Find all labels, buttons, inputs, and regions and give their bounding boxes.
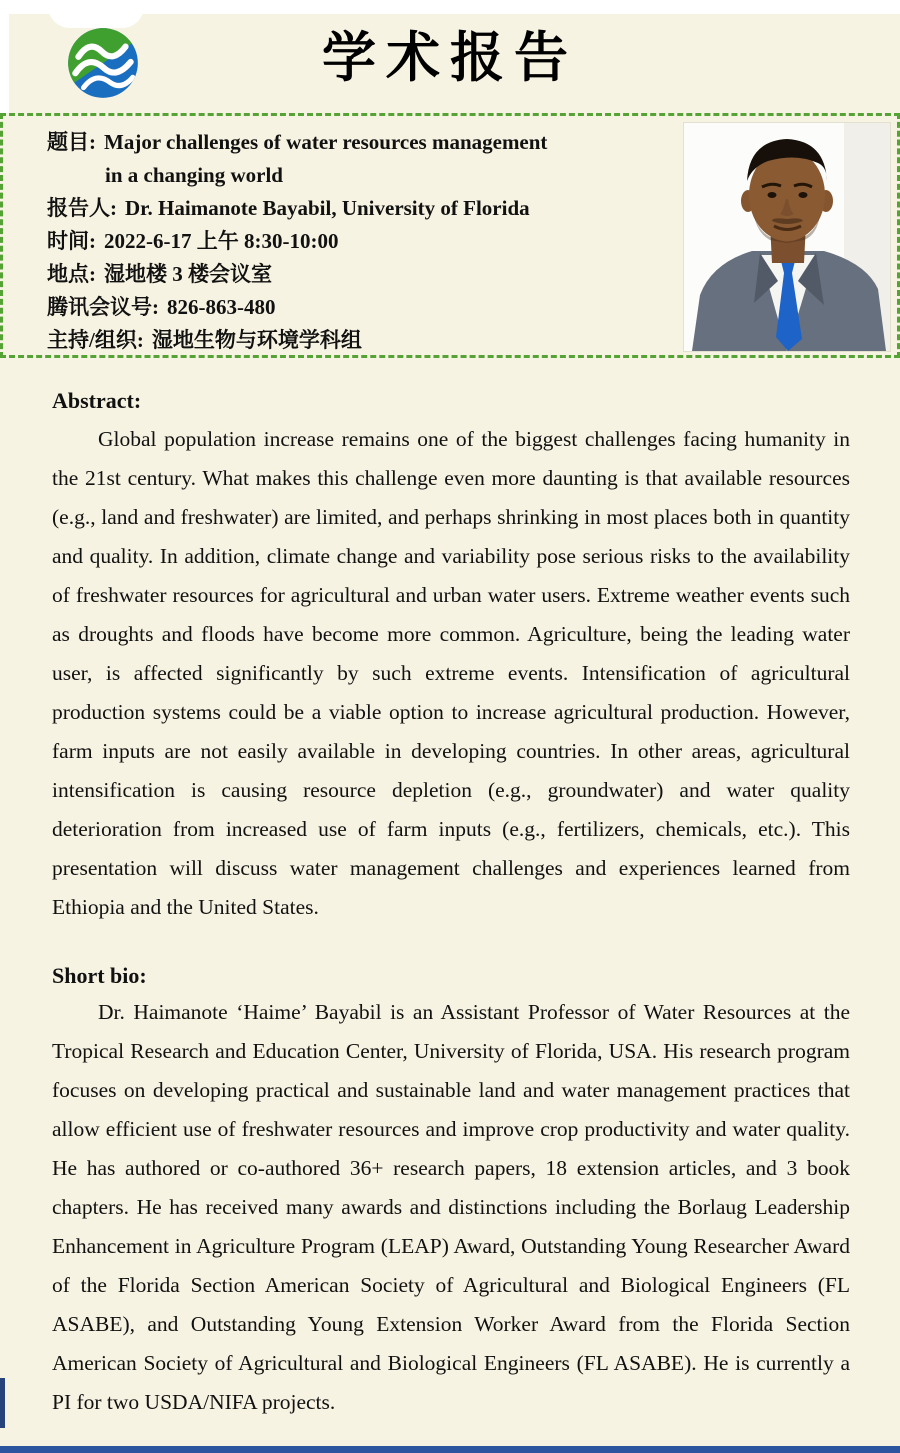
- title-label: 题目:: [47, 130, 96, 154]
- page-title: 学术报告: [322, 28, 578, 88]
- time-label: 时间:: [47, 229, 96, 253]
- host-value: 湿地生物与环境学科组: [151, 328, 362, 352]
- speaker-value: Dr. Haimanote Bayabil, University of Florida: [125, 196, 530, 220]
- title-value-line1: Major challenges of water resources management: [104, 130, 548, 154]
- water-wave-globe-logo-icon: [62, 22, 144, 104]
- left-accent-bar: [0, 1378, 5, 1428]
- speaker-label: 报告人:: [47, 196, 117, 220]
- host-label: 主持/组织:: [47, 328, 144, 352]
- location-value: 湿地楼 3 楼会议室: [104, 262, 272, 286]
- abstract-heading: Abstract:: [52, 388, 142, 413]
- left-margin: [0, 0, 9, 113]
- seminar-info-box: [0, 113, 900, 358]
- bio-heading: Short bio:: [52, 963, 147, 988]
- bottom-accent-bar: [0, 1446, 900, 1453]
- header: [0, 0, 900, 113]
- abstract-text: Global population increase remains one of the biggest challenges facing humanity in the 21st century. What makes this challenge even more daunting is that available resources (e.g., land and freshwater) are limited, and perhaps shrinking in most places both in quantity and quality. In addition, climate change and variability pose serious risks to the availability of freshwater resources for agricultural and urban water users. Extreme weather events such as droughts and floods have become more common. Agriculture, being the leading water user, is affected significantly by such extreme events. Intensification of agricultural production systems could be a viable option to increase agricultural production. However, farm inputs are not easily available in developing countries. In other areas, agricultural intensification is causing resource depletion (e.g., groundwater) and water quality deterioration from increased use of farm inputs (e.g., fertilizers, chemicals, etc.). This presentation will discuss water management challenges and experiences learned from Ethiopia and the United States.: [52, 427, 850, 919]
- body-copy: [0, 358, 900, 1422]
- title-value-line2: in a changing world: [105, 163, 283, 187]
- time-value: 2022-6-17 上午 8:30-10:00: [104, 229, 339, 253]
- speaker-photo: [684, 123, 890, 351]
- meeting-id-value: 826-863-480: [167, 295, 276, 319]
- meeting-id-label: 腾讯会议号:: [47, 295, 159, 319]
- location-label: 地点:: [47, 262, 96, 286]
- bio-text: Dr. Haimanote ‘Haime’ Bayabil is an Assistant Professor of Water Resources at the Tropical Research and Education Center, University of Florida, USA. His research program focuses on developing practical and sustainable land and water management practices that allow efficient use of freshwater resources and improve crop productivity and water quality. He has authored or co-authored 36+ research papers, 18 extension articles, and 3 book chapters. He has received many awards and distinctions including the Borlaug Leadership Enhancement in Agriculture Program (LEAP) Award, Outstanding Young Researcher Award of the Florida Section American Society of Agricultural and Biological Engineers (FL ASABE), and Outstanding Young Extension Worker Award from the Florida Section American Society of Agricultural and Biological Engineers (FL ASABE). He is currently a PI for two USDA/NIFA projects.: [52, 1000, 850, 1414]
- section-gap: [52, 927, 850, 961]
